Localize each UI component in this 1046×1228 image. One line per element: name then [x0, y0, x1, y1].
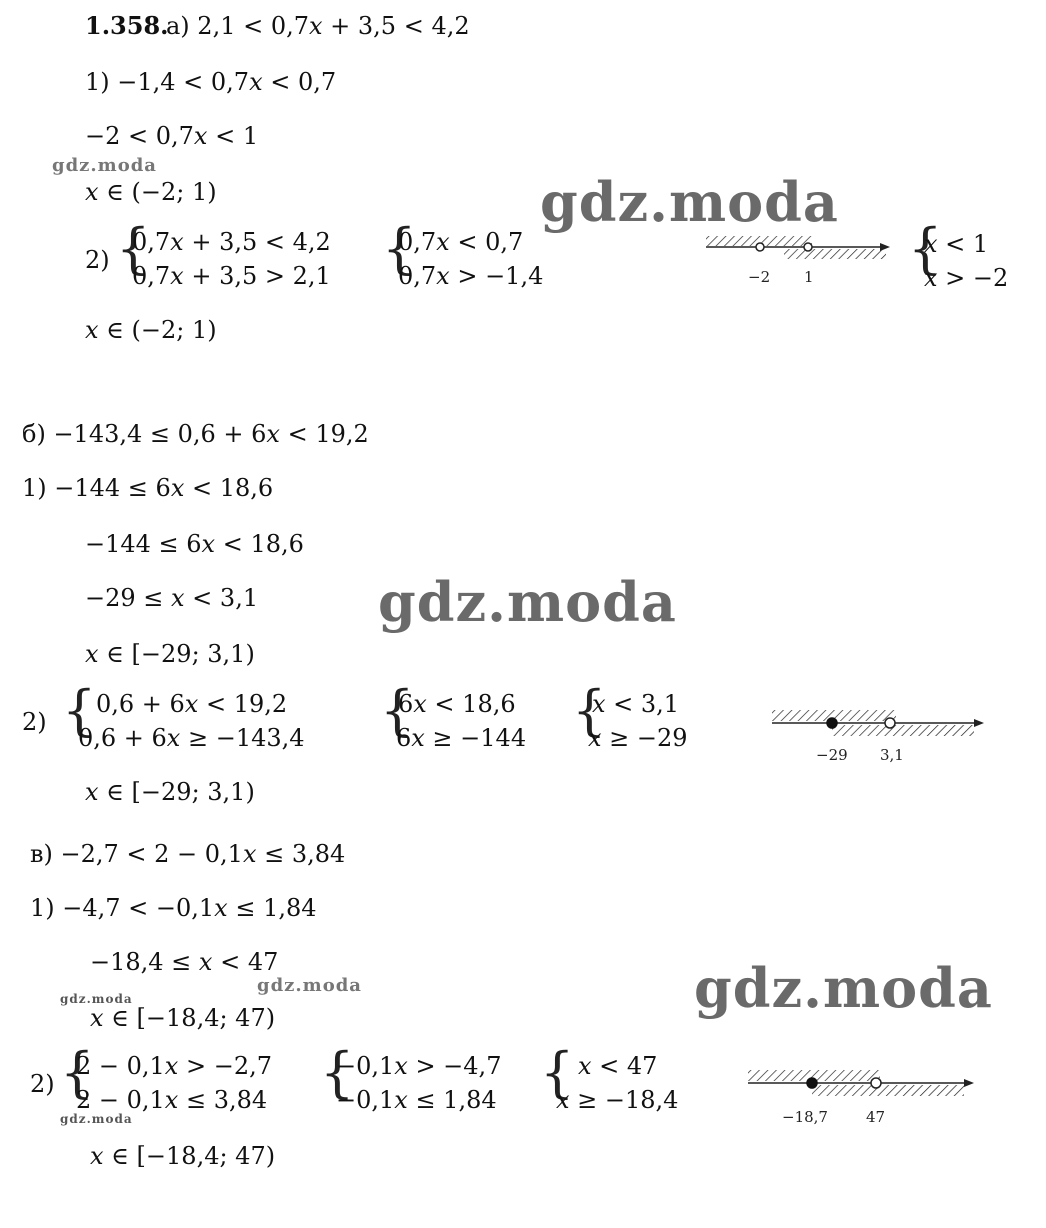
watermark: gdz.moda	[52, 155, 157, 176]
part-b-step1-answer: 𝑥 ∈ [−29; 3,1)	[85, 640, 255, 668]
part-b-answer: 𝑥 ∈ [−29; 3,1)	[85, 778, 255, 806]
system-row: −0,1𝑥 > −4,7	[336, 1052, 502, 1080]
brace-icon: {	[60, 1041, 95, 1104]
part-a-step1: 1) −1,4 < 0,7𝑥 < 0,7	[85, 68, 337, 96]
brace-icon: {	[116, 217, 151, 280]
part-b-step2-label: 2)	[22, 708, 47, 736]
number-line-b	[770, 706, 990, 766]
watermark: gdz.moda	[694, 956, 993, 1020]
system-row: 2 − 0,1𝑥 > −2,7	[76, 1052, 272, 1080]
system-row: 0,7𝑥 + 3,5 > 2,1	[132, 262, 331, 290]
number-line-c	[746, 1066, 982, 1128]
part-a-header: а) 2,1 < 0,7𝑥 + 3,5 < 4,2	[166, 12, 470, 40]
brace-icon: {	[908, 217, 943, 280]
hatch-region-right	[832, 725, 974, 736]
system-row: 0,7𝑥 > −1,4	[398, 262, 544, 290]
watermark: gdz.moda	[378, 570, 677, 634]
axis-label: 3,1	[880, 746, 904, 764]
part-b-step1b: −144 ≤ 6𝑥 < 18,6	[85, 530, 304, 558]
system-row: 6𝑥 ≥ −144	[396, 724, 527, 752]
axis-label: −2	[748, 268, 771, 286]
axis-label: 1	[804, 268, 814, 286]
part-b-header: б) −143,4 ≤ 0,6 + 6𝑥 < 19,2	[22, 420, 369, 448]
watermark: gdz.moda	[60, 1112, 133, 1126]
system-row: 𝑥 < 47	[578, 1052, 658, 1080]
axis-arrow-icon	[964, 1079, 974, 1087]
part-a-answer: 𝑥 ∈ (−2; 1)	[85, 316, 217, 344]
part-c-header: в) −2,7 < 2 − 0,1𝑥 ≤ 3,84	[30, 840, 346, 868]
part-b-step1c: −29 ≤ 𝑥 < 3,1	[85, 584, 259, 612]
part-a-step1-answer: 𝑥 ∈ (−2; 1)	[85, 178, 217, 206]
open-point	[885, 718, 895, 728]
axis-label: −29	[816, 746, 848, 764]
part-b-step1: 1) −144 ≤ 6𝑥 < 18,6	[22, 474, 274, 502]
system-row: 6𝑥 < 18,6	[398, 690, 516, 718]
system-row: 𝑥 > −2	[924, 264, 1009, 292]
part-c-step2-label: 2)	[30, 1070, 55, 1098]
open-point	[804, 243, 812, 251]
system-row: 0,6 + 6𝑥 < 19,2	[96, 690, 288, 718]
open-point	[756, 243, 764, 251]
system-row: 𝑥 < 3,1	[592, 690, 680, 718]
axis-label: 47	[866, 1108, 886, 1126]
number-line-a	[704, 232, 894, 288]
closed-point	[807, 1078, 817, 1088]
system-row: 0,6 + 6𝑥 ≥ −143,4	[78, 724, 305, 752]
system-row: 𝑥 ≥ −29	[588, 724, 688, 752]
part-c-step1-answer: 𝑥 ∈ [−18,4; 47)	[90, 1004, 276, 1032]
brace-icon: {	[572, 679, 607, 742]
brace-icon: {	[382, 217, 417, 280]
part-c-step1: 1) −4,7 < −0,1𝑥 ≤ 1,84	[30, 894, 317, 922]
part-c-step1b: −18,4 ≤ 𝑥 < 47	[90, 948, 279, 976]
brace-icon: {	[540, 1041, 575, 1104]
watermark: gdz.moda	[540, 170, 839, 234]
axis-arrow-icon	[974, 719, 984, 727]
brace-icon: {	[62, 679, 97, 742]
watermark: gdz.moda	[60, 992, 133, 1006]
brace-icon: {	[320, 1041, 355, 1104]
part-c-answer: 𝑥 ∈ [−18,4; 47)	[90, 1142, 276, 1170]
system-row: 𝑥 < 1	[924, 230, 989, 258]
closed-point	[827, 718, 837, 728]
part-a-step2-label: 2)	[85, 246, 110, 274]
open-point	[871, 1078, 881, 1088]
system-row: −0,1𝑥 ≤ 1,84	[336, 1086, 497, 1114]
system-row: 2 − 0,1𝑥 ≤ 3,84	[76, 1086, 268, 1114]
system-row: 0,7𝑥 < 0,7	[398, 228, 524, 256]
system-row: 0,7𝑥 + 3,5 < 4,2	[132, 228, 331, 256]
system-row: 𝑥 ≥ −18,4	[556, 1086, 679, 1114]
hatch-region-right	[784, 249, 886, 259]
watermark: gdz.moda	[257, 975, 362, 996]
brace-icon: {	[380, 679, 415, 742]
problem-number: 1.358.	[85, 11, 169, 40]
part-a-step1b: −2 < 0,7𝑥 < 1	[85, 122, 259, 150]
hatch-region-right	[812, 1085, 964, 1096]
axis-label: −18,7	[782, 1108, 828, 1126]
